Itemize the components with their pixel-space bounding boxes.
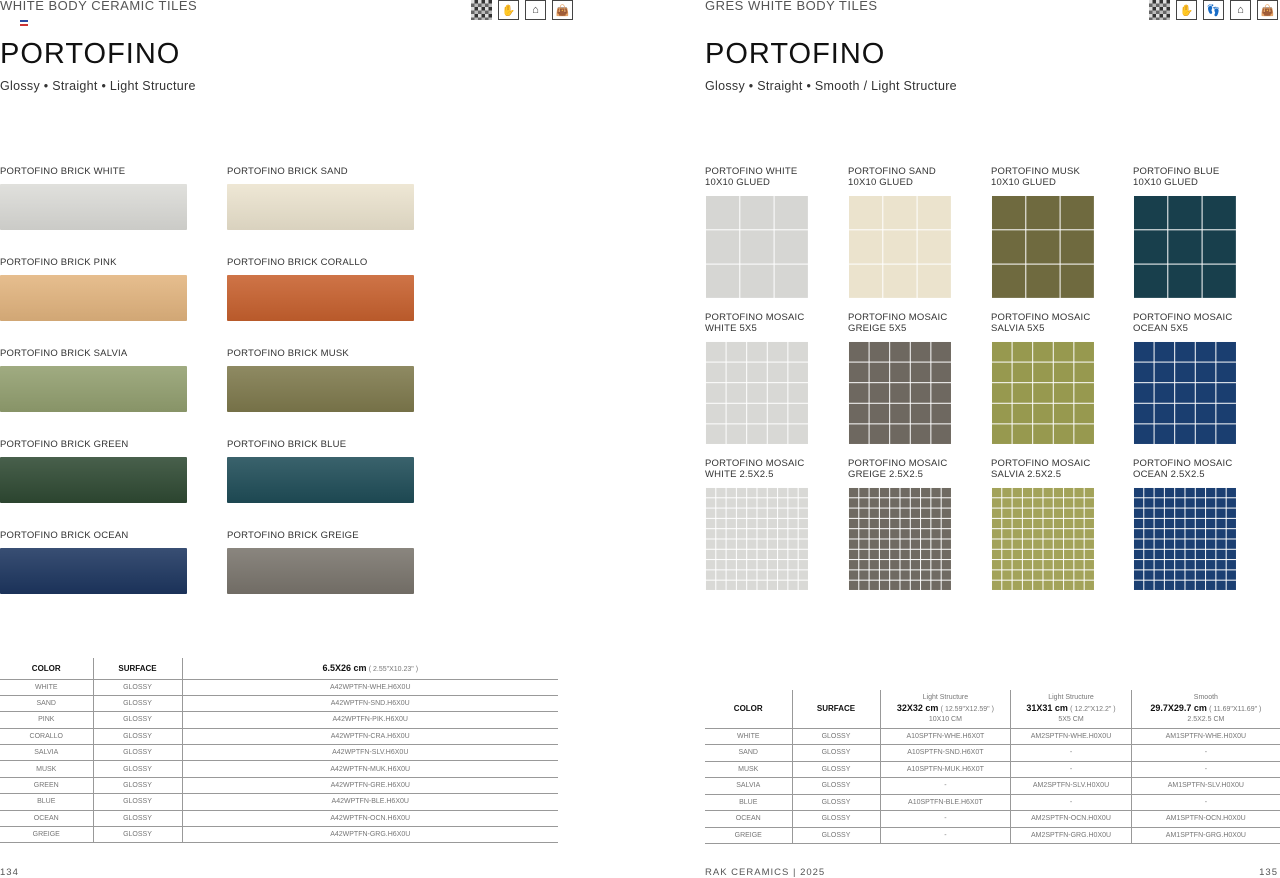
cell: GLOSSY bbox=[792, 778, 880, 795]
brick-label: PORTOFINO BRICK GREEN bbox=[0, 439, 129, 450]
page-number: 135 bbox=[1259, 867, 1278, 878]
section-kicker: GRES WHITE BODY TILES bbox=[705, 0, 878, 13]
mosaic-label bbox=[705, 312, 804, 334]
table-row bbox=[705, 794, 1280, 811]
table-row bbox=[0, 728, 558, 744]
cell: AM1SPTFN-SLV.H0X0U bbox=[1131, 778, 1280, 795]
mosaic-swatch bbox=[1133, 341, 1236, 444]
table-row bbox=[0, 712, 558, 728]
table-row bbox=[705, 778, 1280, 795]
mosaic-name: PORTOFINO SAND bbox=[848, 166, 936, 177]
page-number: 134 bbox=[0, 867, 19, 878]
mosaic-swatch bbox=[848, 195, 951, 298]
size-col-header bbox=[1131, 690, 1280, 728]
mosaic-icon bbox=[1149, 0, 1170, 20]
home-icon: ⌂ bbox=[525, 0, 546, 20]
mosaic-size: 10X10 GLUED bbox=[848, 177, 914, 188]
size: 29.7X29.7 cm bbox=[1150, 702, 1207, 713]
cell: A42WPTFN-PIK.H6X0U bbox=[182, 712, 558, 728]
cell: SAND bbox=[705, 745, 792, 762]
mosaic-icon bbox=[471, 0, 492, 20]
page-subtitle: Glossy • Straight • Smooth / Light Structure bbox=[705, 79, 957, 93]
mosaic-label bbox=[848, 312, 947, 334]
cell: AM2SPTFN-OCN.H0X0U bbox=[1011, 811, 1131, 828]
mosaic-label bbox=[848, 166, 936, 188]
mosaic-swatch bbox=[991, 341, 1094, 444]
cell: - bbox=[1011, 794, 1131, 811]
cell: GLOSSY bbox=[93, 745, 182, 761]
page-subtitle: Glossy • Straight • Light Structure bbox=[0, 79, 196, 93]
mosaic-label bbox=[1133, 312, 1232, 334]
brick-swatch bbox=[0, 366, 187, 412]
size: 6.5X26 cm bbox=[322, 663, 367, 674]
cell: GREIGE bbox=[0, 827, 93, 843]
page-title: PORTOFINO bbox=[705, 38, 886, 70]
mosaic-name: PORTOFINO MOSAIC bbox=[848, 458, 948, 469]
cell: A10SPTFN-WHE.H6X0T bbox=[880, 728, 1011, 745]
brick-swatch bbox=[227, 366, 414, 412]
mosaic-size: 10X10 GLUED bbox=[1133, 177, 1199, 188]
mosaic-label bbox=[1133, 458, 1232, 480]
mosaic-label bbox=[705, 458, 804, 480]
cell: A42WPTFN-OCN.H6X0U bbox=[182, 810, 558, 826]
cell: AM2SPTFN-SLV.H0X0U bbox=[1011, 778, 1131, 795]
cell: - bbox=[1011, 745, 1131, 762]
brick-label: PORTOFINO BRICK OCEAN bbox=[0, 530, 129, 541]
cell: A42WPTFN-BLE.H6X0U bbox=[182, 794, 558, 810]
cell: SALVIA bbox=[705, 778, 792, 795]
cell: GLOSSY bbox=[93, 712, 182, 728]
cell: WHITE bbox=[705, 728, 792, 745]
mosaic-size: 10X10 GLUED bbox=[705, 177, 771, 188]
size-col-header bbox=[880, 690, 1011, 728]
cell: A10SPTFN-BLE.H6X0T bbox=[880, 794, 1011, 811]
cell: GLOSSY bbox=[93, 728, 182, 744]
mosaic-size: SALVIA 5X5 bbox=[991, 323, 1045, 334]
mosaic-swatch bbox=[1133, 487, 1236, 590]
mosaic-name: PORTOFINO MOSAIC bbox=[1133, 458, 1233, 469]
cell: AM1SPTFN-WHE.H0X0U bbox=[1131, 728, 1280, 745]
mosaic-size: 10X10 GLUED bbox=[991, 177, 1057, 188]
cell: A42WPTFN-MUK.H6X0U bbox=[182, 761, 558, 777]
shopping-bag-icon: 👜 bbox=[1257, 0, 1278, 20]
feature-icons bbox=[1149, 0, 1278, 20]
flag-icon bbox=[20, 20, 28, 26]
table-row bbox=[0, 679, 558, 695]
hand-icon: ✋ bbox=[498, 0, 519, 20]
cell: GLOSSY bbox=[93, 827, 182, 843]
mosaic-size: OCEAN 2.5X2.5 bbox=[1133, 469, 1205, 480]
brick-swatch bbox=[227, 457, 414, 503]
mosaic-size: GREIGE 2.5X2.5 bbox=[848, 469, 924, 480]
brick-label: PORTOFINO BRICK GREIGE bbox=[227, 530, 359, 541]
cell: A42WPTFN-SND.H6X0U bbox=[182, 695, 558, 711]
cell: AM2SPTFN-WHE.H0X0U bbox=[1011, 728, 1131, 745]
cell: GLOSSY bbox=[93, 810, 182, 826]
cell: A10SPTFN-SND.H6X0T bbox=[880, 745, 1011, 762]
cell: MUSK bbox=[705, 761, 792, 778]
mosaic-name: PORTOFINO MOSAIC bbox=[1133, 312, 1233, 323]
cell: A42WPTFN-SLV.H6X0U bbox=[182, 745, 558, 761]
brick-swatch bbox=[227, 275, 414, 321]
cell: MUSK bbox=[0, 761, 93, 777]
mosaic-size: OCEAN 5X5 bbox=[1133, 323, 1189, 334]
finish: Smooth bbox=[1193, 693, 1218, 701]
table-row bbox=[0, 827, 558, 843]
cell: - bbox=[1011, 761, 1131, 778]
table-row bbox=[705, 827, 1280, 844]
cell: SAND bbox=[0, 695, 93, 711]
brick-label: PORTOFINO BRICK BLUE bbox=[227, 439, 347, 450]
cell: - bbox=[880, 778, 1011, 795]
mosaic-name: PORTOFINO MUSK bbox=[991, 166, 1081, 177]
cell: - bbox=[1131, 745, 1280, 762]
mosaic-name: PORTOFINO BLUE bbox=[1133, 166, 1220, 177]
cell: SALVIA bbox=[0, 745, 93, 761]
mosaic-swatch bbox=[848, 341, 951, 444]
cell: GLOSSY bbox=[792, 728, 880, 745]
brick-label: PORTOFINO BRICK SAND bbox=[227, 166, 348, 177]
size: 31X31 cm bbox=[1026, 702, 1068, 713]
brick-label: PORTOFINO BRICK PINK bbox=[0, 257, 117, 268]
size-inches: ( 11.69"X11.69" ) bbox=[1209, 705, 1262, 713]
section-kicker: WHITE BODY CERAMIC TILES bbox=[0, 0, 198, 13]
brick-label: PORTOFINO BRICK MUSK bbox=[227, 348, 349, 359]
col-header: SURFACE bbox=[93, 658, 182, 679]
cell: BLUE bbox=[0, 794, 93, 810]
mosaic-name: PORTOFINO MOSAIC bbox=[991, 458, 1091, 469]
mosaic-name: PORTOFINO WHITE bbox=[705, 166, 798, 177]
finish: Light Structure bbox=[1048, 693, 1094, 701]
cell: AM2SPTFN-GRG.H0X0U bbox=[1011, 827, 1131, 844]
mosaic-swatch bbox=[1133, 195, 1236, 298]
mosaic-swatch bbox=[848, 487, 951, 590]
feature-icons bbox=[471, 0, 573, 20]
mosaic-label bbox=[991, 312, 1090, 334]
col-header: COLOR bbox=[0, 658, 93, 679]
cell: GLOSSY bbox=[93, 679, 182, 695]
cell: A42WPTFN-GRE.H6X0U bbox=[182, 777, 558, 793]
cell: GLOSSY bbox=[792, 794, 880, 811]
cell: GLOSSY bbox=[792, 761, 880, 778]
table-row bbox=[0, 810, 558, 826]
cell: GLOSSY bbox=[792, 745, 880, 762]
mosaic-name: PORTOFINO MOSAIC bbox=[848, 312, 948, 323]
cell: - bbox=[1131, 794, 1280, 811]
mosaic-swatch bbox=[705, 195, 808, 298]
cell: GLOSSY bbox=[792, 811, 880, 828]
chip-size: 10X10 CM bbox=[928, 715, 962, 723]
mosaic-label bbox=[848, 458, 947, 480]
table-row bbox=[0, 761, 558, 777]
mosaic-swatch bbox=[705, 487, 808, 590]
mosaic-swatch bbox=[991, 487, 1094, 590]
table-row bbox=[0, 777, 558, 793]
mosaic-size: WHITE 5X5 bbox=[705, 323, 757, 334]
table-row bbox=[0, 695, 558, 711]
cell: GREIGE bbox=[705, 827, 792, 844]
col-header: SURFACE bbox=[792, 690, 880, 728]
cell: - bbox=[880, 827, 1011, 844]
table-row bbox=[705, 745, 1280, 762]
brick-swatch bbox=[227, 548, 414, 594]
foot-icon: 👣 bbox=[1203, 0, 1224, 20]
mosaic-label bbox=[991, 166, 1080, 188]
brick-swatch bbox=[0, 457, 187, 503]
footer-brand: RAK CERAMICS | 2025 bbox=[705, 867, 826, 878]
mosaic-name: PORTOFINO MOSAIC bbox=[705, 458, 805, 469]
table-row bbox=[705, 728, 1280, 745]
mosaic-label bbox=[705, 166, 797, 188]
brick-label: PORTOFINO BRICK CORALLO bbox=[227, 257, 368, 268]
mosaic-name: PORTOFINO MOSAIC bbox=[705, 312, 805, 323]
cell: GLOSSY bbox=[93, 695, 182, 711]
cell: A10SPTFN-MUK.H6X0T bbox=[880, 761, 1011, 778]
left-spec-table bbox=[0, 658, 558, 843]
col-header: COLOR bbox=[705, 690, 792, 728]
table-row bbox=[705, 761, 1280, 778]
mosaic-swatch bbox=[991, 195, 1094, 298]
cell: PINK bbox=[0, 712, 93, 728]
size-inches: ( 12.59"X12.59" ) bbox=[940, 705, 994, 713]
cell: CORALLO bbox=[0, 728, 93, 744]
cell: A42WPTFN-CRA.H6X0U bbox=[182, 728, 558, 744]
brick-label: PORTOFINO BRICK SALVIA bbox=[0, 348, 128, 359]
size-inches: ( 12.2"X12.2" ) bbox=[1070, 705, 1116, 713]
mosaic-size: SALVIA 2.5X2.5 bbox=[991, 469, 1062, 480]
cell: OCEAN bbox=[705, 811, 792, 828]
size: 32X32 cm bbox=[896, 702, 939, 713]
cell: A42WPTFN-WHE.H6X0U bbox=[182, 679, 558, 695]
shopping-bag-icon: 👜 bbox=[552, 0, 573, 20]
cell: GLOSSY bbox=[93, 777, 182, 793]
brick-swatch bbox=[227, 184, 414, 230]
cell: A42WPTFN-GRG.H6X0U bbox=[182, 827, 558, 843]
mosaic-swatch bbox=[705, 341, 808, 444]
col-header bbox=[182, 658, 558, 679]
brick-swatch bbox=[0, 184, 187, 230]
mosaic-name: PORTOFINO MOSAIC bbox=[991, 312, 1091, 323]
cell: GREEN bbox=[0, 777, 93, 793]
cell: BLUE bbox=[705, 794, 792, 811]
cell: AM1SPTFN-GRG.H0X0U bbox=[1131, 827, 1280, 844]
table-row bbox=[705, 811, 1280, 828]
brick-swatch bbox=[0, 275, 187, 321]
size-col-header bbox=[1011, 690, 1131, 728]
cell: GLOSSY bbox=[93, 761, 182, 777]
cell: - bbox=[1131, 761, 1280, 778]
chip-size: 5X5 CM bbox=[1058, 715, 1084, 723]
brick-label: PORTOFINO BRICK WHITE bbox=[0, 166, 126, 177]
table-row bbox=[0, 745, 558, 761]
mosaic-size: GREIGE 5X5 bbox=[848, 323, 907, 334]
size-inches: ( 2.55"X10.23" ) bbox=[368, 666, 419, 674]
cell: GLOSSY bbox=[792, 827, 880, 844]
cell: GLOSSY bbox=[93, 794, 182, 810]
cell: - bbox=[880, 811, 1011, 828]
chip-size: 2.5X2.5 CM bbox=[1187, 715, 1225, 723]
page-title: PORTOFINO bbox=[0, 38, 181, 70]
mosaic-size: WHITE 2.5X2.5 bbox=[705, 469, 774, 480]
table-row bbox=[0, 794, 558, 810]
hand-icon: ✋ bbox=[1176, 0, 1197, 20]
home-icon: ⌂ bbox=[1230, 0, 1251, 20]
right-spec-table bbox=[705, 690, 1280, 844]
cell: WHITE bbox=[0, 679, 93, 695]
mosaic-label bbox=[991, 458, 1090, 480]
cell: OCEAN bbox=[0, 810, 93, 826]
brick-swatch bbox=[0, 548, 187, 594]
mosaic-label bbox=[1133, 166, 1219, 188]
cell: AM1SPTFN-OCN.H0X0U bbox=[1131, 811, 1280, 828]
finish: Light Structure bbox=[922, 693, 969, 701]
